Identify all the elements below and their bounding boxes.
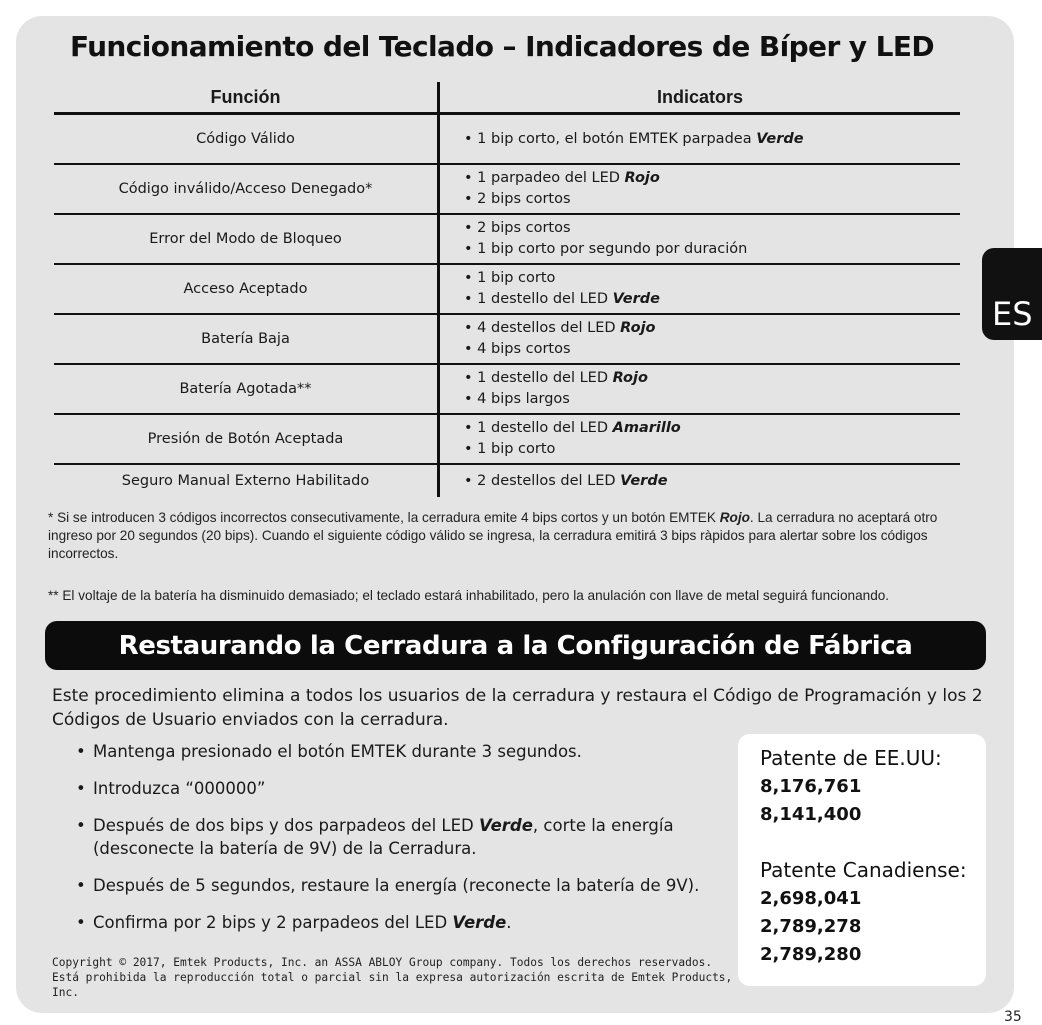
footnote-1-text: * Si se introducen 3 códigos incorrectos consecutivamente, la cerradura emite 4 bips cortos y un botón EMTEK xyxy=(48,510,720,525)
bullet-icon: • xyxy=(464,441,478,457)
function-cell: Error del Modo de Bloqueo xyxy=(54,214,439,264)
function-cell: Código inválido/Acceso Denegado* xyxy=(54,164,439,214)
function-cell: Código Válido xyxy=(54,114,439,165)
footnote-1-text-end: . La cerradura no aceptará otro ingreso por 20 segundos (20 bips). Cuando el siguiente código válido se ingresa, la cerradura emitirá 3 bips ràpidos para alertar sobre los códigos incorrectos. xyxy=(48,510,938,561)
indicator-text: 4 bips cortos xyxy=(477,341,571,357)
table-body xyxy=(54,114,960,498)
copyright-line: Está prohibida la reproducción total o parcial sin la expresa autorización escrita de Emtek Products, Inc. xyxy=(52,971,733,999)
section-banner: Restaurando la Cerradura a la Configuración de Fábrica xyxy=(45,621,986,670)
function-cell: Seguro Manual Externo Habilitado xyxy=(54,464,439,497)
indicator-text: 4 destellos del LED xyxy=(477,320,621,336)
indicator-text: 1 parpadeo del LED xyxy=(477,170,625,186)
indicator-line xyxy=(464,289,960,310)
indicator-cell xyxy=(439,464,961,497)
patent-box xyxy=(738,734,986,986)
table-row xyxy=(54,264,960,314)
us-patent-number: 8,176,761 xyxy=(760,776,862,797)
indicator-cell xyxy=(439,414,961,464)
ca-patent-number: 2,789,280 xyxy=(760,944,862,965)
bullet-icon: • xyxy=(464,170,478,186)
indicator-text: 2 bips cortos xyxy=(477,191,571,207)
indicator-line xyxy=(464,189,960,210)
indicator-cell xyxy=(439,264,961,314)
list-item xyxy=(76,740,726,763)
bullet-icon: • xyxy=(464,130,478,147)
table-row xyxy=(54,214,960,264)
list-item xyxy=(76,814,726,860)
bullet-icon: • xyxy=(464,391,478,407)
step-3-text-end: , corte la energía (desconecte la batería de 9V) de la Cerradura. xyxy=(93,816,674,858)
bullet-icon: • xyxy=(464,370,478,386)
table-row xyxy=(54,464,960,497)
footnote-2: ** El voltaje de la batería ha disminuido demasiado; el teclado estará inhabilitado, pero la anulación con llave de metal seguirá funcionando. xyxy=(48,588,890,603)
indicator-text: 1 destello del LED xyxy=(477,420,613,436)
table-row xyxy=(54,164,960,214)
indicator-line xyxy=(464,168,960,189)
function-cell: Batería Agotada** xyxy=(54,364,439,414)
led-color: Rojo xyxy=(624,170,660,186)
indicator-line xyxy=(464,439,960,460)
indicator-cell xyxy=(439,164,961,214)
indicator-line xyxy=(464,129,960,150)
table-row xyxy=(54,414,960,464)
table-header-row xyxy=(54,82,960,114)
us-patent-number: 8,141,400 xyxy=(760,804,862,825)
page-title: Funcionamiento del Teclado – Indicadores de Bíper y LED xyxy=(69,30,935,63)
indicator-cell xyxy=(439,364,961,414)
indicator-line xyxy=(464,268,960,289)
page-number: 35 xyxy=(1004,1009,1022,1025)
step-3-text: Después de dos bips y dos parpadeos del LED xyxy=(93,816,479,835)
bullet-icon: • xyxy=(464,291,478,307)
indicator-text: 1 bip corto, el botón EMTEK parpadea xyxy=(477,130,757,147)
indicator-text: 1 bip corto por segundo por duración xyxy=(477,241,748,257)
list-item xyxy=(76,874,726,897)
bullet-icon: • xyxy=(464,220,478,236)
led-color: Amarillo xyxy=(612,420,681,436)
copyright-line: Copyright © 2017, Emtek Products, Inc. an ASSA ABLOY Group company. Todos los derechos reservados. xyxy=(52,956,713,969)
indicator-text: 1 destello del LED xyxy=(477,370,613,386)
led-color: Rojo xyxy=(612,370,648,386)
copyright-notice xyxy=(52,955,752,1000)
indicator-line xyxy=(464,318,960,339)
bullet-icon: • xyxy=(464,420,478,436)
list-item xyxy=(76,777,726,800)
indicator-line xyxy=(464,218,960,239)
intro-paragraph: Este procedimiento elimina a todos los usuarios de la cerradura y restaura el Código de Programación y los 2 Códigos de Usuario enviados con la cerradura. xyxy=(52,686,983,730)
function-cell: Presión de Botón Aceptada xyxy=(54,414,439,464)
indicator-cell xyxy=(439,114,961,165)
step-1-text: Mantenga presionado el botón EMTEK durante 3 segundos. xyxy=(93,742,582,761)
indicator-text: 1 bip corto xyxy=(477,270,556,286)
function-cell: Batería Baja xyxy=(54,314,439,364)
ca-patent-number: 2,789,278 xyxy=(760,916,862,937)
indicator-line xyxy=(464,339,960,360)
language-tab-label: ES xyxy=(992,295,1033,333)
indicator-table xyxy=(54,82,960,497)
led-color: Rojo xyxy=(620,320,656,336)
indicator-text: 1 bip corto xyxy=(477,441,556,457)
indicator-text: 2 bips cortos xyxy=(477,220,571,236)
column-header-function: Función xyxy=(54,82,439,114)
indicator-cell xyxy=(439,314,961,364)
led-color: Verde xyxy=(612,291,660,307)
indicator-line xyxy=(464,368,960,389)
step-5-text: Confirma por 2 bips y 2 parpadeos del LED xyxy=(93,913,453,932)
led-color: Verde xyxy=(756,130,804,147)
table-row xyxy=(54,364,960,414)
indicator-line xyxy=(464,389,960,410)
footnotes xyxy=(48,509,978,617)
step-2-text: Introduzca “000000” xyxy=(93,779,266,798)
bullet-icon: • xyxy=(464,341,478,357)
step-5-text-end: . xyxy=(506,913,512,932)
ca-patent-heading: Patente Canadiense: xyxy=(760,858,967,882)
bullet-icon: • xyxy=(464,472,478,489)
us-patent-heading: Patente de EE.UU: xyxy=(760,746,942,770)
bullet-icon: • xyxy=(464,241,478,257)
step-3-color: Verde xyxy=(479,816,533,835)
step-5-color: Verde xyxy=(452,913,507,932)
language-tab xyxy=(982,248,1042,340)
footnote-1 xyxy=(48,509,978,563)
indicator-cell xyxy=(439,214,961,264)
indicator-text: 4 bips largos xyxy=(477,391,570,407)
function-cell: Acceso Aceptado xyxy=(54,264,439,314)
table-row xyxy=(54,114,960,165)
bullet-icon: • xyxy=(464,320,478,336)
column-header-indicators: Indicators xyxy=(439,82,961,114)
step-4-text: Después de 5 segundos, restaure la energía (reconecte la batería de 9V). xyxy=(93,876,700,895)
ca-patent-number: 2,698,041 xyxy=(760,888,862,909)
reset-steps-list xyxy=(76,740,726,934)
footnote-1-color: Rojo xyxy=(719,510,750,525)
indicator-line xyxy=(464,418,960,439)
table-row xyxy=(54,314,960,364)
list-item xyxy=(76,911,726,934)
bullet-icon: • xyxy=(464,191,478,207)
indicator-line xyxy=(464,239,960,260)
led-color: Verde xyxy=(620,472,668,489)
indicator-line xyxy=(464,471,960,492)
indicator-text: 1 destello del LED xyxy=(477,291,613,307)
bullet-icon: • xyxy=(464,270,478,286)
indicator-text: 2 destellos del LED xyxy=(477,472,621,489)
